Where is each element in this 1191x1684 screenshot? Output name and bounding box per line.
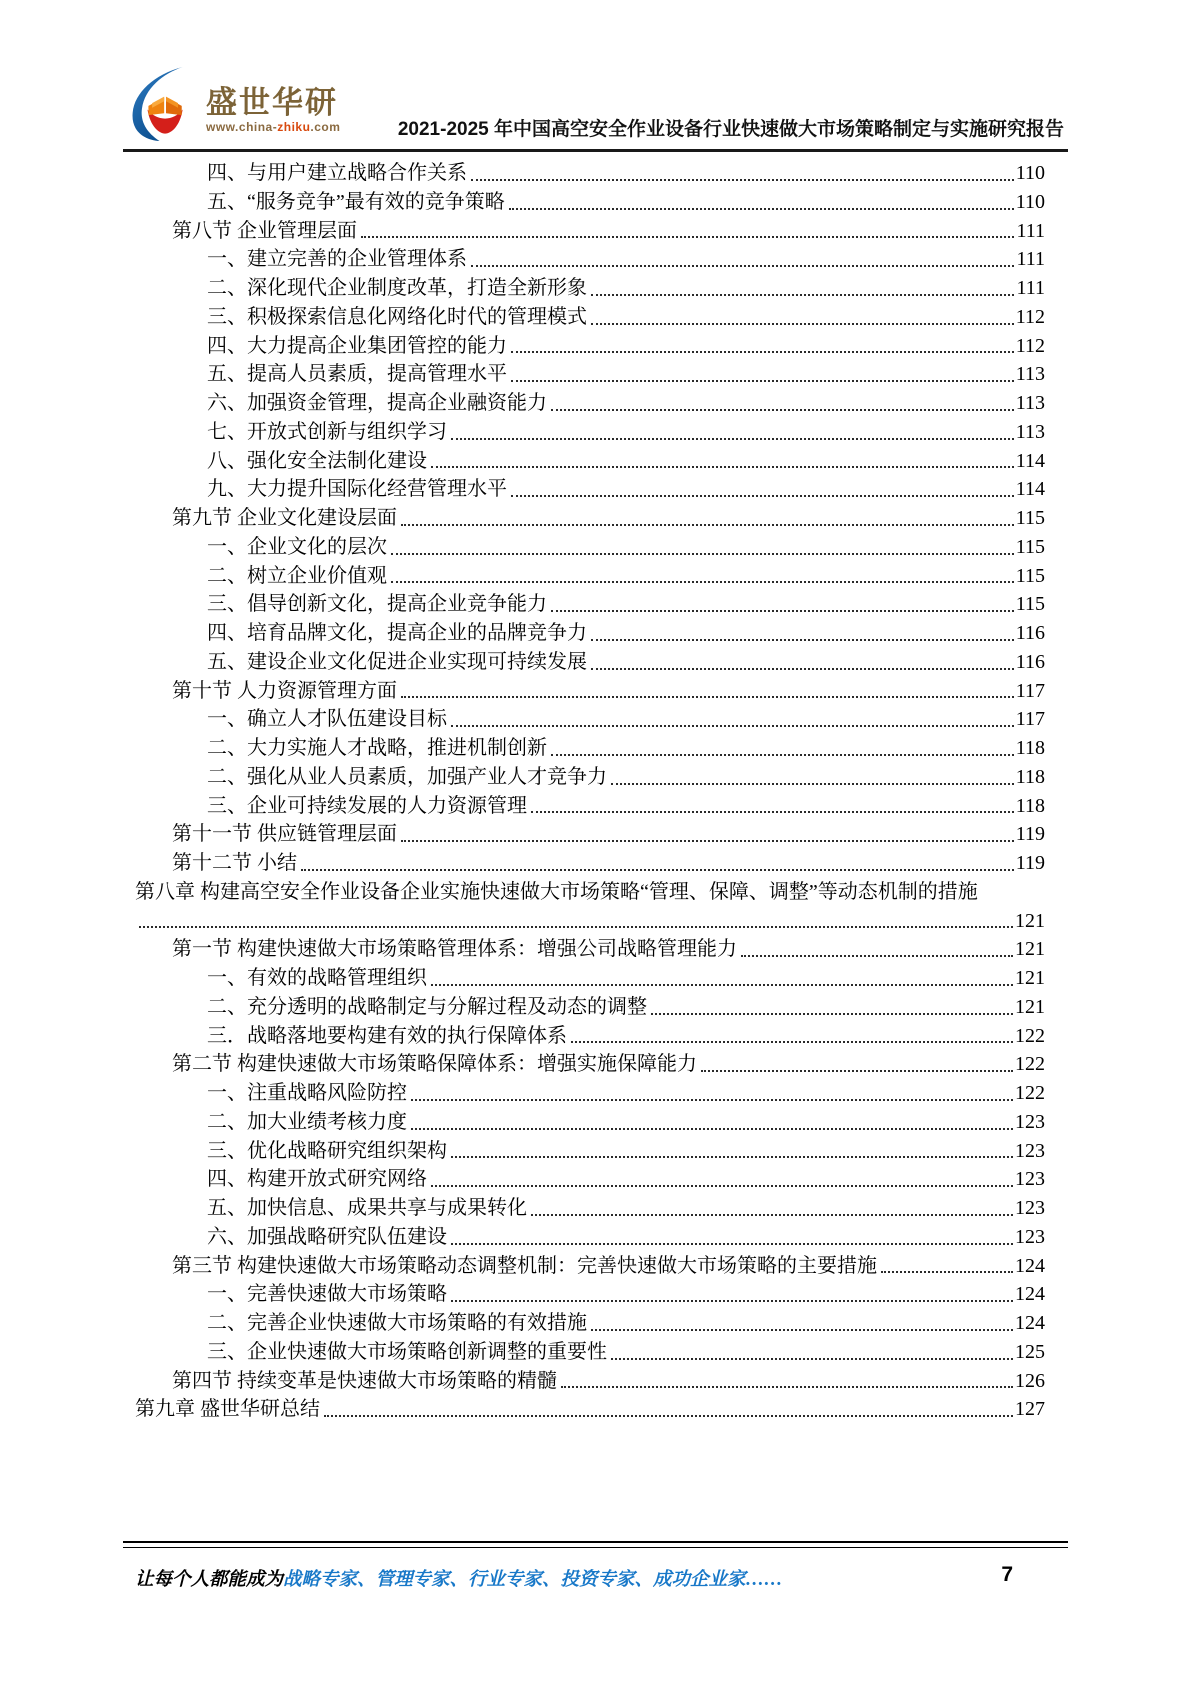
toc-entry-text: 一、企业文化的层次 [207,535,387,558]
toc-dot-leader [431,984,1013,986]
toc-entry-text: 六、加强战略研究队伍建设 [207,1225,447,1248]
toc-entry [135,303,1045,332]
toc-entry-text: 六、加强资金管理，提高企业融资能力 [207,392,547,414]
toc-entry-text: 二、树立企业价值观 [207,564,387,587]
toc-page-number: 118 [1015,794,1045,817]
toc-page-number: 114 [1015,449,1045,472]
logo-url-tld: .com [310,120,341,134]
toc-page-number: 115 [1015,507,1045,529]
toc-entry-text: 第十二节 小结 [172,852,297,874]
toc-page-number: 123 [1015,1139,1045,1162]
toc-dot-leader [361,236,1014,238]
toc-entry-text: 四、培育品牌文化，提高企业的品牌竞争力 [207,622,587,644]
toc-entry [135,1108,1045,1137]
toc-entry [135,418,1045,447]
toc-page-number: 112 [1015,334,1045,357]
toc-entry [135,274,1045,303]
toc-entry-text: 一、注重战略风险防控 [207,1082,407,1104]
toc-entry-text: 四、与用户建立战略合作关系 [207,162,467,184]
toc-page-number: 112 [1015,305,1045,328]
toc-dot-leader [451,725,1014,727]
toc-page-number: 122 [1015,1082,1045,1104]
toc-entry [135,1367,1045,1396]
logo [129,66,340,142]
toc-entry [135,1280,1045,1309]
toc-entry-text: 第二节 构建快速做大市场策略保障体系：增强实施保障能力 [172,1053,697,1076]
toc-dot-leader [509,208,1014,210]
toc-page-number: 111 [1016,277,1045,299]
toc-entry [135,504,1045,533]
toc-dot-leader [561,1386,1013,1388]
page-header [123,64,1068,150]
toc-entry-text: 二、深化现代企业制度改革，打造全新形象 [207,277,587,299]
toc-entry-text: 第八章 构建高空安全作业设备企业实施快速做大市场策略“管理、保障、调整”等动态机制的措施 [135,880,978,903]
toc-dot-leader [401,840,1014,842]
toc-entry [135,878,1045,907]
logo-text [206,66,340,134]
toc-page-number: 118 [1015,737,1045,759]
toc-page-number: 123 [1015,1110,1045,1133]
toc-dot-leader [451,438,1014,440]
toc-dot-leader [531,811,1014,813]
toc-dot-leader [451,1243,1013,1245]
toc-entry [135,907,1045,936]
toc-dot-leader [139,926,1013,928]
toc-entry [135,734,1045,763]
toc-page-number: 121 [1015,995,1045,1018]
toc-page-number: 110 [1015,190,1045,213]
toc-entry-text: 三、企业可持续发展的人力资源管理 [207,794,527,817]
toc-dot-leader [391,581,1014,583]
toc-page-number: 115 [1015,564,1045,587]
toc-entry [135,533,1045,562]
toc-dot-leader [591,668,1014,670]
toc-entry-text: 五、“服务竞争”最有效的竞争策略 [207,190,505,213]
toc-page-number: 127 [1015,1398,1045,1421]
toc-page-number: 124 [1015,1312,1045,1334]
toc-dot-leader [611,783,1014,785]
toc-page-number: 122 [1015,1053,1045,1076]
toc-entry-text: 第四节 持续变革是快速做大市场策略的精髓 [172,1369,557,1392]
toc-entry [135,1309,1045,1338]
toc-page-number: 115 [1015,593,1045,616]
toc-page-number: 111 [1016,248,1045,271]
toc-entry [135,1050,1045,1079]
toc-entry-text: 第九章 盛世华研总结 [135,1398,320,1421]
toc-page-number: 121 [1015,967,1045,989]
toc-entry [135,677,1045,706]
toc-entry-text: 一、确立人才队伍建设目标 [207,708,447,731]
toc-entry-text: 二、强化从业人员素质，加强产业人才竞争力 [207,765,607,788]
toc-dot-leader [431,1185,1013,1187]
toc-entry-text: 三．战略落地要构建有效的执行保障体系 [207,1024,567,1047]
toc-entry-text: 二、大力实施人才战略，推进机制创新 [207,737,547,759]
logo-url-prefix: www.china- [206,120,278,134]
toc-dot-leader [391,553,1014,555]
toc-entry [135,562,1045,591]
toc-entry [135,705,1045,734]
toc-entry-text: 第三节 构建快速做大市场策略动态调整机制：完善快速做大市场策略的主要措施 [172,1254,877,1277]
toc-entry [135,1194,1045,1223]
toc-entry [135,648,1045,677]
page-number: 7 [1001,1563,1013,1586]
toc-entry-text: 第十一节 供应链管理层面 [172,823,397,846]
toc-entry [135,1223,1045,1252]
toc-dot-leader [881,1271,1013,1273]
toc-page-number: 113 [1015,363,1045,386]
toc-dot-leader [324,1415,1013,1417]
footer-rule [123,1541,1068,1548]
toc-dot-leader [591,323,1014,325]
toc-page-number: 118 [1015,765,1045,788]
toc-dot-leader [471,265,1014,267]
toc-page-number: 113 [1015,392,1045,414]
toc-entry [135,332,1045,361]
toc-page-number: 119 [1015,823,1045,846]
toc-entry-text: 第十节 人力资源管理方面 [172,679,397,702]
toc-dot-leader [411,1128,1013,1130]
toc-dot-leader [651,1013,1013,1015]
toc-dot-leader [401,696,1014,698]
toc-dot-leader [511,495,1014,497]
toc-page-number: 123 [1015,1197,1045,1219]
toc-page-number: 121 [1015,909,1045,932]
logo-url [206,120,340,134]
toc-entry-text: 五、提高人员素质，提高管理水平 [207,363,507,386]
report-title: 2021-2025 年中国高空安全作业设备行业快速做大市场策略制定与实施研究报告 [397,119,1064,140]
toc-page-number: 114 [1015,478,1045,501]
toc-page-number: 113 [1015,420,1045,443]
logo-mark-icon [129,66,203,142]
toc-entry-text: 一、建立完善的企业管理体系 [207,248,467,271]
toc-page-number: 125 [1015,1340,1045,1363]
toc-dot-leader [551,610,1014,612]
toc-dot-leader [551,409,1014,411]
toc-entry [135,993,1045,1022]
toc-entry [135,1252,1045,1281]
toc-dot-leader [701,1070,1013,1072]
toc-entry-text: 第九节 企业文化建设层面 [172,507,397,529]
toc-entry [135,964,1045,993]
toc-entry-text: 七、开放式创新与组织学习 [207,420,447,443]
toc-entry [135,1079,1045,1108]
toc-entry-text: 四、构建开放式研究网络 [207,1168,427,1191]
toc-dot-leader [741,955,1013,957]
toc-page-number: 124 [1015,1254,1045,1277]
toc-entry [135,590,1045,619]
toc-entry-text: 三、优化战略研究组织架构 [207,1139,447,1162]
toc-dot-leader [411,1099,1013,1101]
toc-page-number: 115 [1015,535,1045,558]
toc-entry [135,763,1045,792]
toc-entry-text: 四、大力提高企业集团管控的能力 [207,334,507,357]
toc-entry [135,1022,1045,1051]
toc-page-number: 117 [1015,708,1045,731]
toc-dot-leader [551,754,1014,756]
toc-page-number: 121 [1015,938,1045,961]
toc-entry [135,475,1045,504]
toc-entry-text: 三、企业快速做大市场策略创新调整的重要性 [207,1340,607,1363]
toc-entry [135,619,1045,648]
toc-entry [135,820,1045,849]
toc-entry [135,935,1045,964]
toc-entry-text: 五、加快信息、成果共享与成果转化 [207,1197,527,1219]
toc-entry [135,447,1045,476]
toc-dot-leader [591,294,1014,296]
toc-page-number: 123 [1015,1168,1045,1191]
header-rule [123,149,1068,152]
toc-page-number: 111 [1016,219,1045,242]
toc-entry [135,1338,1045,1367]
toc-entry [135,360,1045,389]
toc-dot-leader [401,524,1014,526]
toc-entry [135,188,1045,217]
toc-page-number: 119 [1015,852,1045,874]
toc-dot-leader [591,639,1014,641]
toc-entry [135,217,1045,246]
footer-slogan [135,1567,783,1593]
toc-entry-text: 五、建设企业文化促进企业实现可持续发展 [207,650,587,673]
toc-dot-leader [611,1358,1013,1360]
table-of-contents [135,159,1045,1424]
toc-page-number: 122 [1015,1024,1045,1047]
toc-entry-text: 二、加大业绩考核力度 [207,1110,407,1133]
toc-dot-leader [431,466,1014,468]
footer-slogan-prefix: 让每个人都能成为 [135,1570,284,1590]
toc-entry-text: 三、倡导创新文化，提高企业竞争能力 [207,593,547,616]
toc-dot-leader [591,1329,1013,1331]
toc-entry-text: 第一节 构建快速做大市场策略管理体系：增强公司战略管理能力 [172,938,737,961]
toc-entry [135,159,1045,188]
toc-page-number: 124 [1015,1283,1045,1306]
toc-entry [135,1165,1045,1194]
toc-entry [135,792,1045,821]
toc-entry-text: 三、积极探索信息化网络化时代的管理模式 [207,305,587,328]
toc-entry-text: 一、完善快速做大市场策略 [207,1283,447,1306]
toc-dot-leader [471,179,1014,181]
toc-page-number: 116 [1015,622,1045,644]
toc-dot-leader [531,1214,1013,1216]
toc-entry [135,849,1045,878]
toc-page-number: 110 [1015,162,1045,184]
toc-dot-leader [511,351,1014,353]
toc-dot-leader [451,1156,1013,1158]
toc-page-number: 116 [1015,650,1045,673]
logo-url-brand: zhiku [277,120,311,134]
toc-entry-text: 第八节 企业管理层面 [172,219,357,242]
toc-dot-leader [571,1041,1013,1043]
footer-slogan-highlight: 战略专家、管理专家、行业专家、投资专家、成功企业家…… [283,1570,783,1590]
toc-entry-text: 二、完善企业快速做大市场策略的有效措施 [207,1312,587,1334]
logo-name: 盛世华研 [206,85,338,120]
toc-entry [135,1137,1045,1166]
toc-entry-text: 一、有效的战略管理组织 [207,967,427,989]
toc-entry-text: 二、充分透明的战略制定与分解过程及动态的调整 [207,995,647,1018]
toc-entry [135,1395,1045,1424]
toc-page-number: 117 [1015,679,1045,702]
toc-entry [135,245,1045,274]
toc-page-number: 123 [1015,1225,1045,1248]
toc-entry-text: 八、强化安全法制化建设 [207,449,427,472]
toc-entry [135,389,1045,418]
toc-entry-text: 九、大力提升国际化经营管理水平 [207,478,507,501]
toc-dot-leader [451,1300,1013,1302]
toc-dot-leader [511,380,1014,382]
toc-page-number: 126 [1015,1369,1045,1392]
toc-dot-leader [301,869,1014,871]
